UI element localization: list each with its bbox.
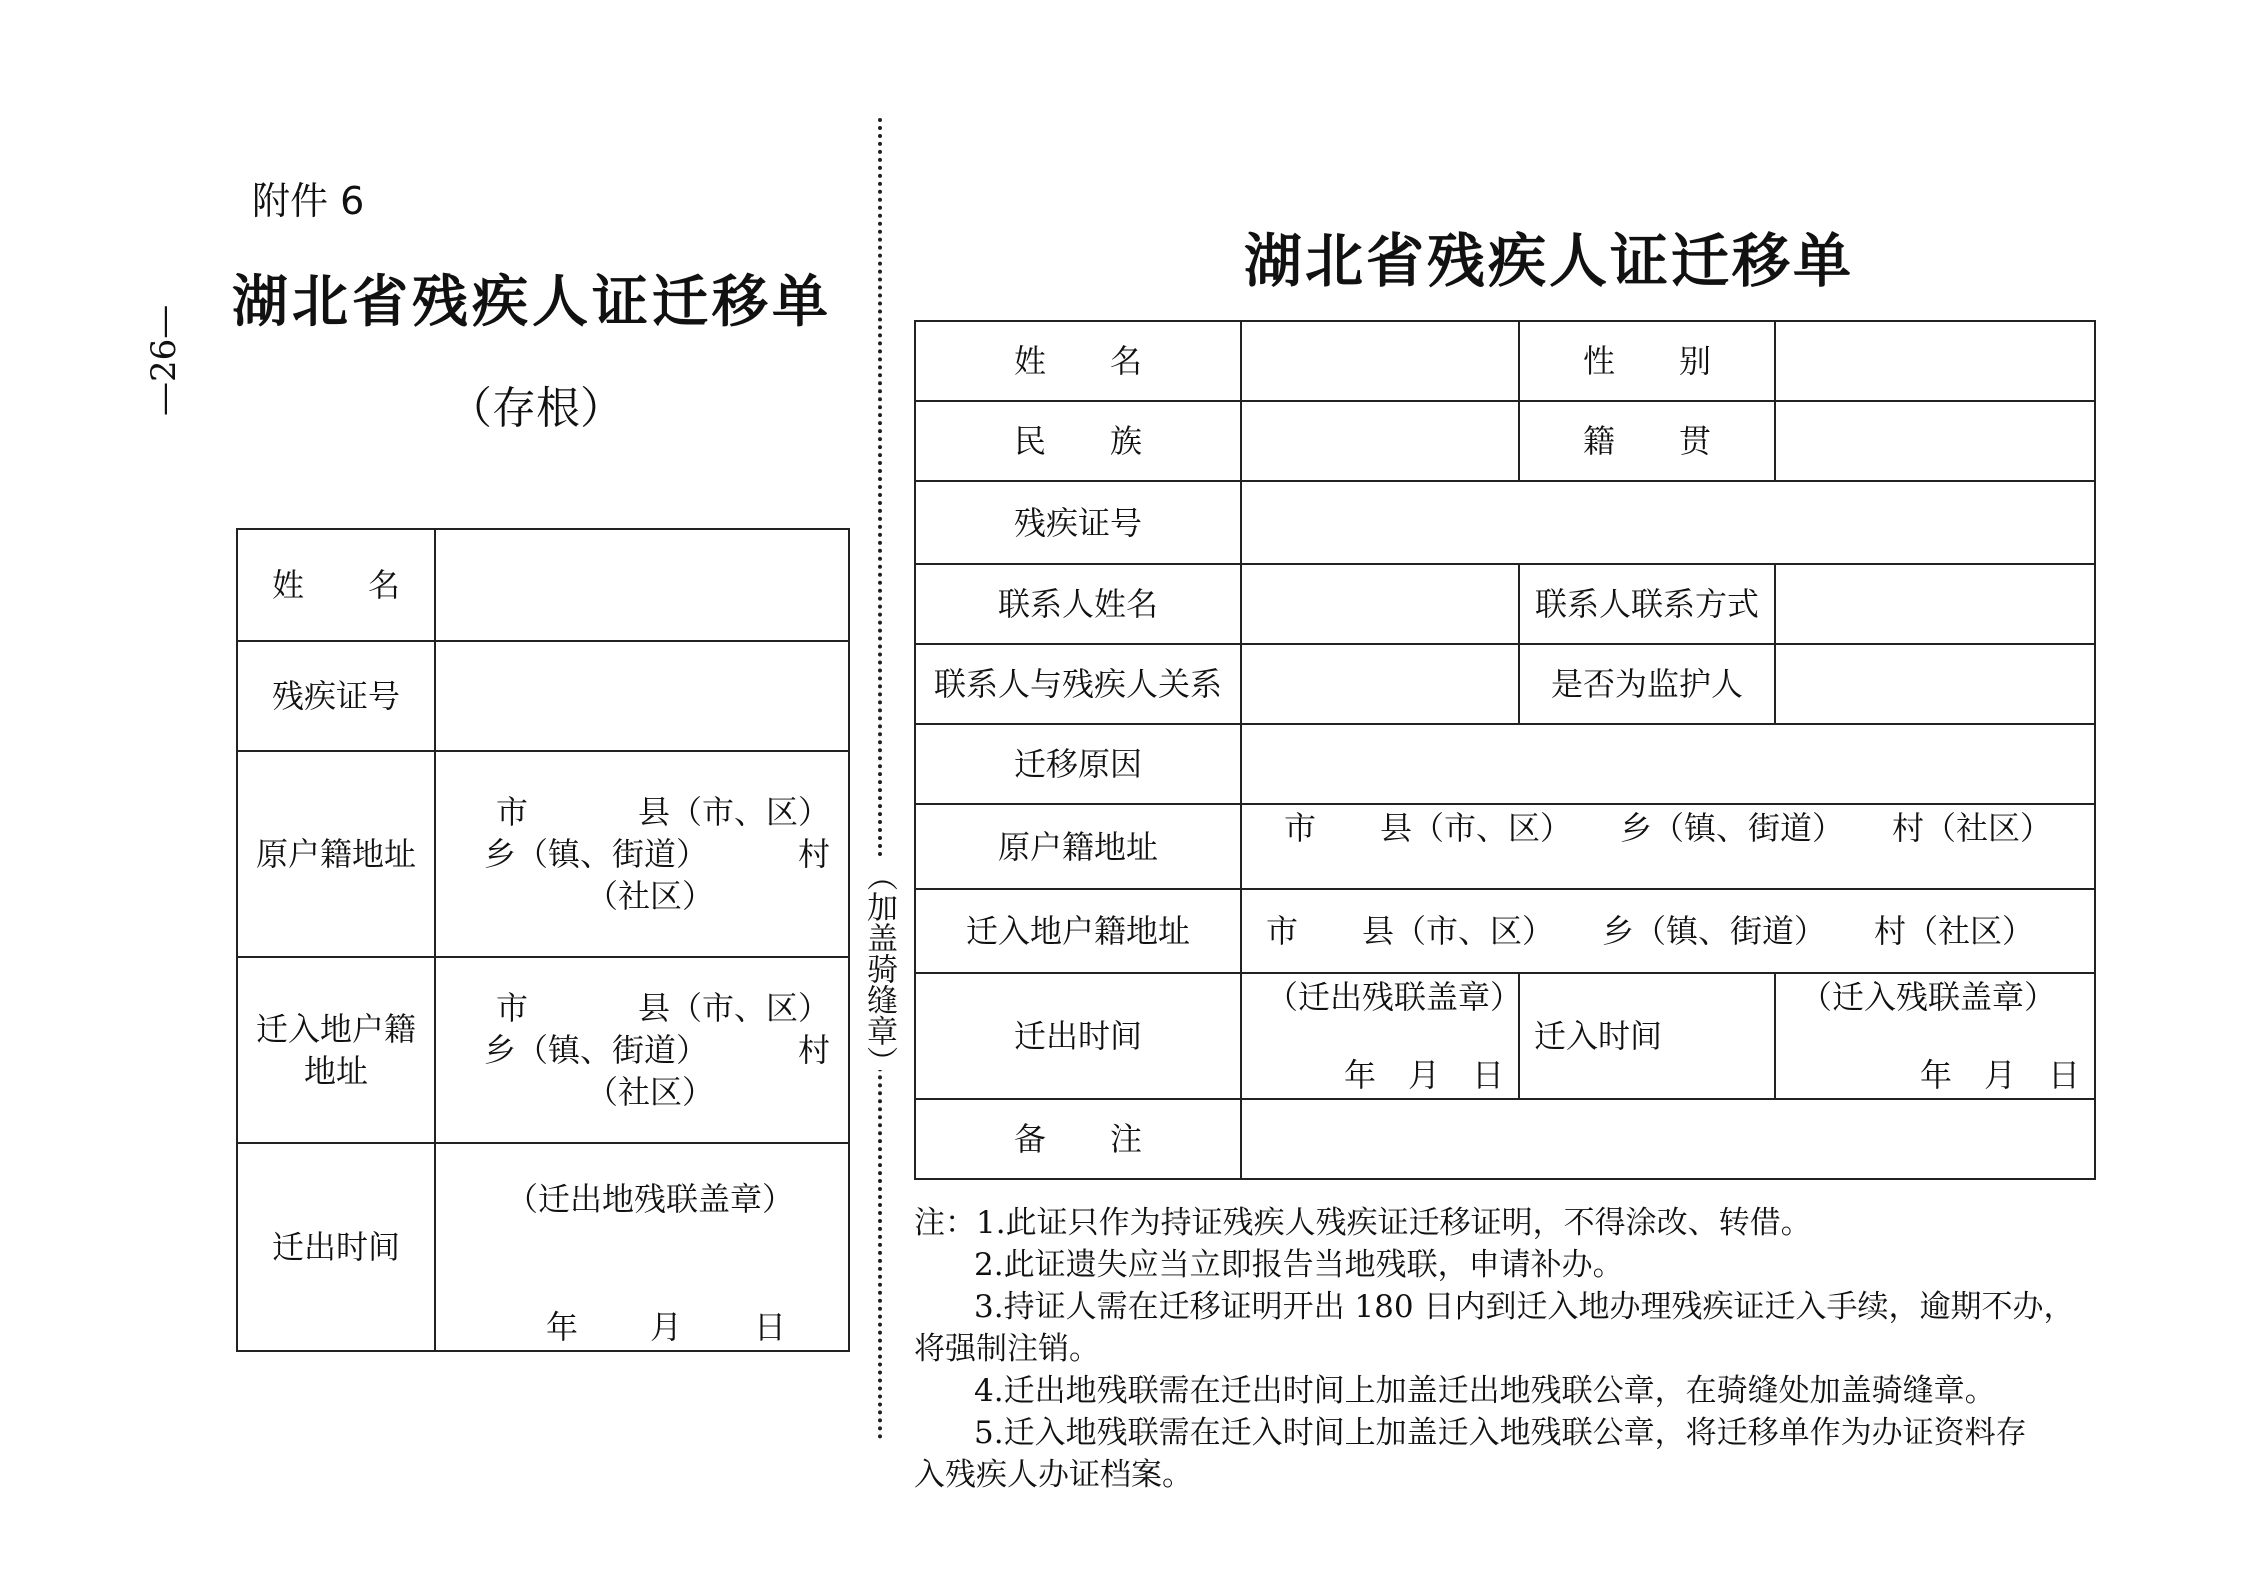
stub-dest-addr-value[interactable] bbox=[435, 957, 849, 1143]
stub-out-time-value[interactable] bbox=[435, 1143, 849, 1351]
addr-county: 县（市、区） bbox=[637, 793, 830, 831]
addr-city: 市 bbox=[496, 793, 529, 831]
page-number: —26— bbox=[144, 304, 184, 416]
main-table bbox=[914, 320, 2096, 1180]
out-date: 年 月 日 bbox=[1343, 1056, 1504, 1094]
in-time-value[interactable] bbox=[1775, 973, 2095, 1099]
stub-dest-addr-label-line2: 地址 bbox=[303, 1052, 368, 1090]
contact-name-label: 联系人姓名 bbox=[915, 564, 1241, 644]
date-year: 年 bbox=[546, 1308, 579, 1346]
relation-value[interactable] bbox=[1241, 644, 1519, 724]
ethnicity-value[interactable] bbox=[1241, 401, 1519, 481]
addr-town: 乡（镇、街道） bbox=[484, 1031, 709, 1069]
note-5-cont: 入残疾人办证档案。 bbox=[914, 1457, 1193, 1493]
in-date: 年 月 日 bbox=[1919, 1056, 2080, 1094]
stub-orig-addr-label: 原户籍地址 bbox=[237, 751, 435, 957]
native-place-label: 籍 贯 bbox=[1519, 401, 1775, 481]
perforation-divider bbox=[878, 118, 882, 1440]
date-month: 月 bbox=[649, 1308, 682, 1346]
addr-village: 村 bbox=[797, 835, 830, 873]
contact-name-value[interactable] bbox=[1241, 564, 1519, 644]
remarks-value[interactable] bbox=[1241, 1099, 2095, 1179]
gender-value[interactable] bbox=[1775, 321, 2095, 401]
in-seal-text: （迁入残联盖章） bbox=[1800, 978, 2057, 1016]
stub-title: 湖北省残疾人证迁移单 bbox=[232, 269, 832, 335]
stub-date bbox=[546, 1306, 786, 1348]
stub-seal-text: （迁出地残联盖章） bbox=[506, 1180, 795, 1218]
stub-cert-value[interactable] bbox=[435, 641, 849, 751]
orig-addr-label: 原户籍地址 bbox=[915, 804, 1241, 889]
attachment-label: 附件 6 bbox=[252, 179, 365, 223]
out-seal-text: （迁出残联盖章） bbox=[1266, 978, 1523, 1016]
out-time-label: 迁出时间 bbox=[915, 973, 1241, 1099]
stub-name-value[interactable] bbox=[435, 529, 849, 641]
remarks-label: 备 注 bbox=[915, 1099, 1241, 1179]
addr-city: 市 bbox=[496, 989, 529, 1027]
note-3: 3.持证人需在迁移证明开出 180 日内到迁入地办理残疾证迁入手续，逾期不办， bbox=[974, 1289, 2075, 1325]
dest-addr-label: 迁入地户籍地址 bbox=[915, 889, 1241, 973]
addr-town: 乡（镇、街道） bbox=[484, 835, 709, 873]
stub-orig-addr-value[interactable] bbox=[435, 751, 849, 957]
date-day: 日 bbox=[753, 1308, 786, 1346]
form-title: 湖北省残疾人证迁移单 bbox=[1244, 227, 1855, 295]
name-label: 姓 名 bbox=[915, 321, 1241, 401]
stub-cert-label: 残疾证号 bbox=[237, 641, 435, 751]
note-3-cont: 将强制注销。 bbox=[914, 1331, 1100, 1367]
name-value[interactable] bbox=[1241, 321, 1519, 401]
notes-section bbox=[914, 1202, 2086, 1496]
ethnicity-label: 民 族 bbox=[915, 401, 1241, 481]
seam-seal-label: （加盖骑缝章） bbox=[858, 860, 900, 1070]
addr-county: 县（市、区） bbox=[637, 989, 830, 1027]
guardian-label: 是否为监护人 bbox=[1519, 644, 1775, 724]
relation-label: 联系人与残疾人关系 bbox=[915, 644, 1241, 724]
note-1: 注：1.此证只作为持证残疾人残疾证迁移证明，不得涂改、转借。 bbox=[914, 1205, 1812, 1241]
gender-label: 性 别 bbox=[1519, 321, 1775, 401]
contact-phone-value[interactable] bbox=[1775, 564, 2095, 644]
contact-phone-label: 联系人联系方式 bbox=[1519, 564, 1775, 644]
cert-no-value[interactable] bbox=[1241, 481, 2095, 564]
stub-name-label: 姓 名 bbox=[237, 529, 435, 641]
addr-community: （社区） bbox=[586, 1073, 715, 1111]
orig-addr-value[interactable] bbox=[1241, 804, 2095, 889]
stub-table bbox=[236, 528, 850, 1352]
note-2: 2.此证遗失应当立即报告当地残联，申请补办。 bbox=[974, 1247, 1624, 1283]
note-4: 4.迁出地残联需在迁出时间上加盖迁出地残联公章，在骑缝处加盖骑缝章。 bbox=[974, 1373, 1996, 1409]
reason-value[interactable] bbox=[1241, 724, 2095, 804]
dest-addr-text: 市 县（市、区） 乡（镇、街道） 村（社区） bbox=[1266, 912, 2035, 950]
dest-addr-value[interactable] bbox=[1241, 889, 2095, 973]
note-5: 5.迁入地残联需在迁入时间上加盖迁入地残联公章，将迁移单作为办证资料存 bbox=[974, 1415, 2027, 1451]
native-place-value[interactable] bbox=[1775, 401, 2095, 481]
stub-dest-addr-label bbox=[237, 957, 435, 1143]
addr-community: （社区） bbox=[586, 877, 715, 915]
addr-village: 村 bbox=[797, 1031, 830, 1069]
reason-label: 迁移原因 bbox=[915, 724, 1241, 804]
in-time-label: 迁入时间 bbox=[1519, 973, 1775, 1099]
cert-no-label: 残疾证号 bbox=[915, 481, 1241, 564]
out-time-value[interactable] bbox=[1241, 973, 1523, 1099]
guardian-value[interactable] bbox=[1775, 644, 2095, 724]
orig-addr-text: 市 县（市、区） 乡（镇、街道） 村（社区） bbox=[1283, 809, 2052, 847]
stub-out-time-label: 迁出时间 bbox=[237, 1143, 435, 1351]
stub-dest-addr-label-line1: 迁入地户籍 bbox=[255, 1010, 416, 1048]
stub-subtitle: （存根） bbox=[448, 383, 624, 434]
